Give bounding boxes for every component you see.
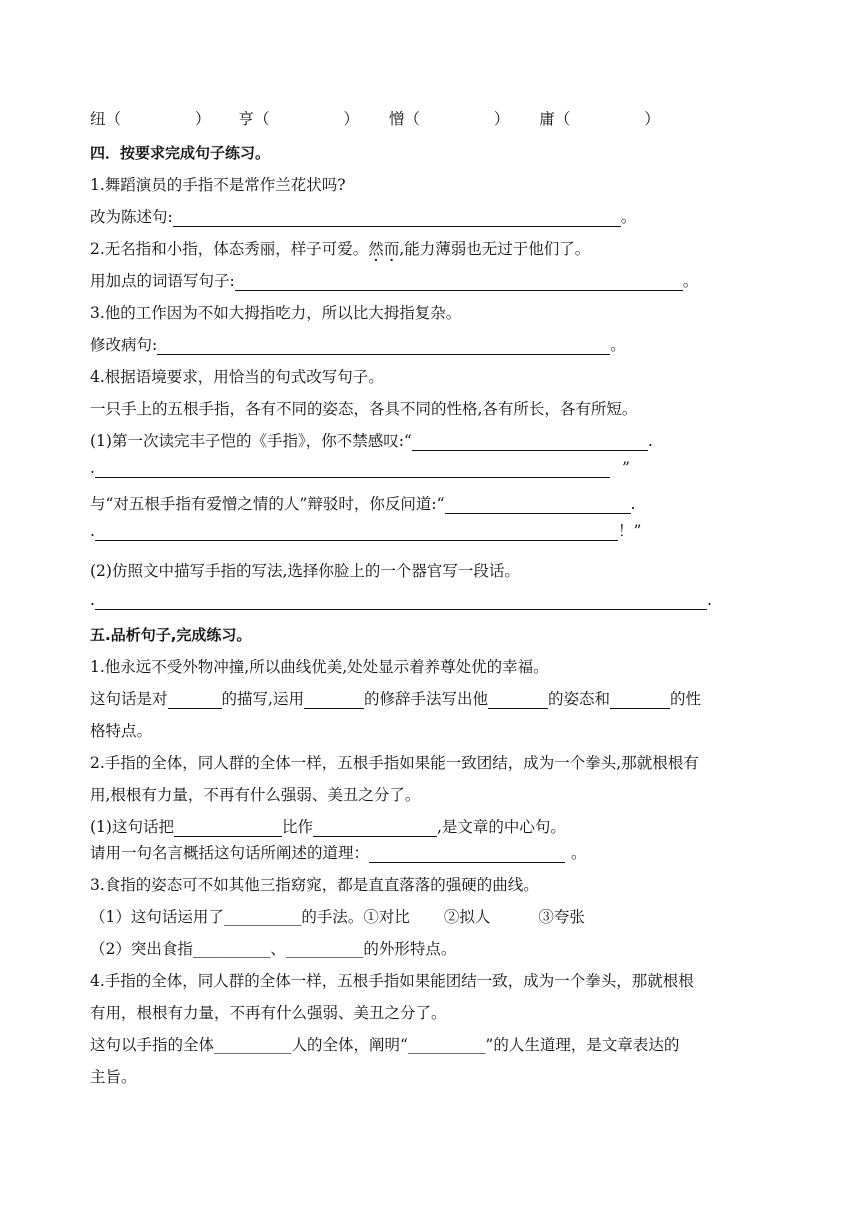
answer-line[interactable] (157, 337, 610, 355)
s5-q3-2: （2）突出食指__________、__________的外形特点。 (90, 940, 457, 958)
s5-q1-fill: 这句话是对 的描写,运用 的修辞手法写出他 的姿态和 的性 (90, 690, 701, 708)
answer-line[interactable] (168, 691, 222, 709)
s4-q3-prompt: 修改病句: (90, 336, 158, 354)
answer-line[interactable] (95, 523, 618, 541)
answer-line[interactable] (95, 460, 610, 478)
s5-q3: 3.食指的姿态可不如其他三指窈窕，都是直直落落的强硬的曲线。 (90, 876, 539, 894)
s4-q1: 1.舞蹈演员的手指不是常作兰花状吗? (90, 176, 346, 194)
s5-q4-line4: 主旨。 (90, 1068, 137, 1086)
s5-q1: 1.他永远不受外物冲撞,所以曲线优美,处处显示着养尊处优的幸福。 (90, 658, 549, 676)
dotted-word-char: 而 (383, 240, 400, 258)
s5-q3-1: （1）这句话运用了__________的手法。①对比 ②拟人 ③夸张 (90, 908, 585, 926)
char-row (90, 109, 660, 129)
answer-line[interactable] (488, 691, 548, 709)
char-item: 纽（ ） (90, 110, 211, 128)
section-5-title: 五.品析句子,完成练习。 (90, 626, 252, 644)
s4-q2-answer: 用加点的词语写句子: 。 (90, 272, 699, 290)
s5-q4-line3: 这句以手指的全体__________人的全体，阐明“__________”的人生道理，是文章表达的 (90, 1036, 680, 1054)
answer-line[interactable] (304, 691, 364, 709)
answer-line[interactable] (445, 496, 631, 514)
s4-q4-2-answer: . . (90, 591, 712, 609)
s5-q2-2: 请用一句名言概括这句话所阐述的道理： 。 (90, 844, 587, 862)
dotted-word-char: 然 (368, 240, 384, 258)
s4-q3: 3.他的工作因为不如大拇指吃力，所以比大拇指复杂。 (90, 304, 462, 322)
s4-q4-1-cont: . ” (90, 459, 630, 477)
s5-q1-fill-cont: 格特点。 (90, 722, 153, 740)
answer-line[interactable] (369, 845, 565, 863)
option: ②拟人 (443, 908, 491, 926)
s5-q2-line2: 用,根根有力量，不再有什么强弱、美丑之分了。 (90, 786, 421, 804)
answer-line[interactable] (412, 433, 648, 451)
char-item: 亨（ ） (238, 110, 359, 128)
s4-q1-prompt: 改为陈述句: (90, 208, 173, 226)
answer-line[interactable] (235, 273, 683, 291)
answer-line[interactable] (95, 592, 707, 610)
char-item: 庸（ ） (539, 110, 660, 128)
section-4-title: 四．按要求完成句子练习。 (90, 144, 271, 162)
answer-line[interactable] (313, 819, 437, 837)
s4-q2: 2.无名指和小指，体态秀丽，样子可爱。然而,能力薄弱也无过于他们了。 (90, 240, 591, 258)
s4-q2-prompt: 用加点的词语写句子: (90, 272, 235, 290)
s4-q4-2: (2)仿照文中描写手指的写法,选择你脸上的一个器官写一段话。 (90, 562, 520, 580)
s4-q4-retort-cont: . ！” (90, 522, 642, 540)
answer-line[interactable] (610, 691, 670, 709)
s4-q4-retort: 与“对五根手指有爱憎之情的人”辩驳时，你反问道:“ . (90, 495, 636, 513)
s5-q2-line1: 2.手指的全体，同人群的全体一样，五根手指如果能一致团结，成为一个拳头,那就根根有 (90, 754, 699, 772)
char-item: 憎（ ） (388, 110, 510, 128)
answer-line[interactable] (173, 209, 621, 227)
s5-q4-line1: 4.手指的全体，同人群的全体一样，五根手指如果能团结一致，成为一个拳头，那就根根 (90, 972, 694, 990)
s5-q4-line2: 有用，根根有力量，不再有什么强弱、美丑之分了。 (90, 1004, 447, 1022)
answer-line[interactable] (174, 819, 282, 837)
s4-q4-1: (1)第一次读完丰子恺的《手指》，你不禁感叹:“ . (90, 432, 653, 450)
s4-q3-answer: 修改病句: 。 (90, 336, 626, 354)
option: ③夸张 (538, 908, 585, 926)
s4-q1-answer: 改为陈述句: 。 (90, 208, 637, 226)
s5-q2-1: (1)这句话把 比作 ,是文章的中心句。 (90, 818, 566, 836)
s4-q4-text: 一只手上的五根手指，各有不同的姿态，各具不同的性格,各有所长，各有所短。 (90, 400, 638, 418)
s4-q4: 4.根据语境要求，用恰当的句式改写句子。 (90, 368, 384, 386)
